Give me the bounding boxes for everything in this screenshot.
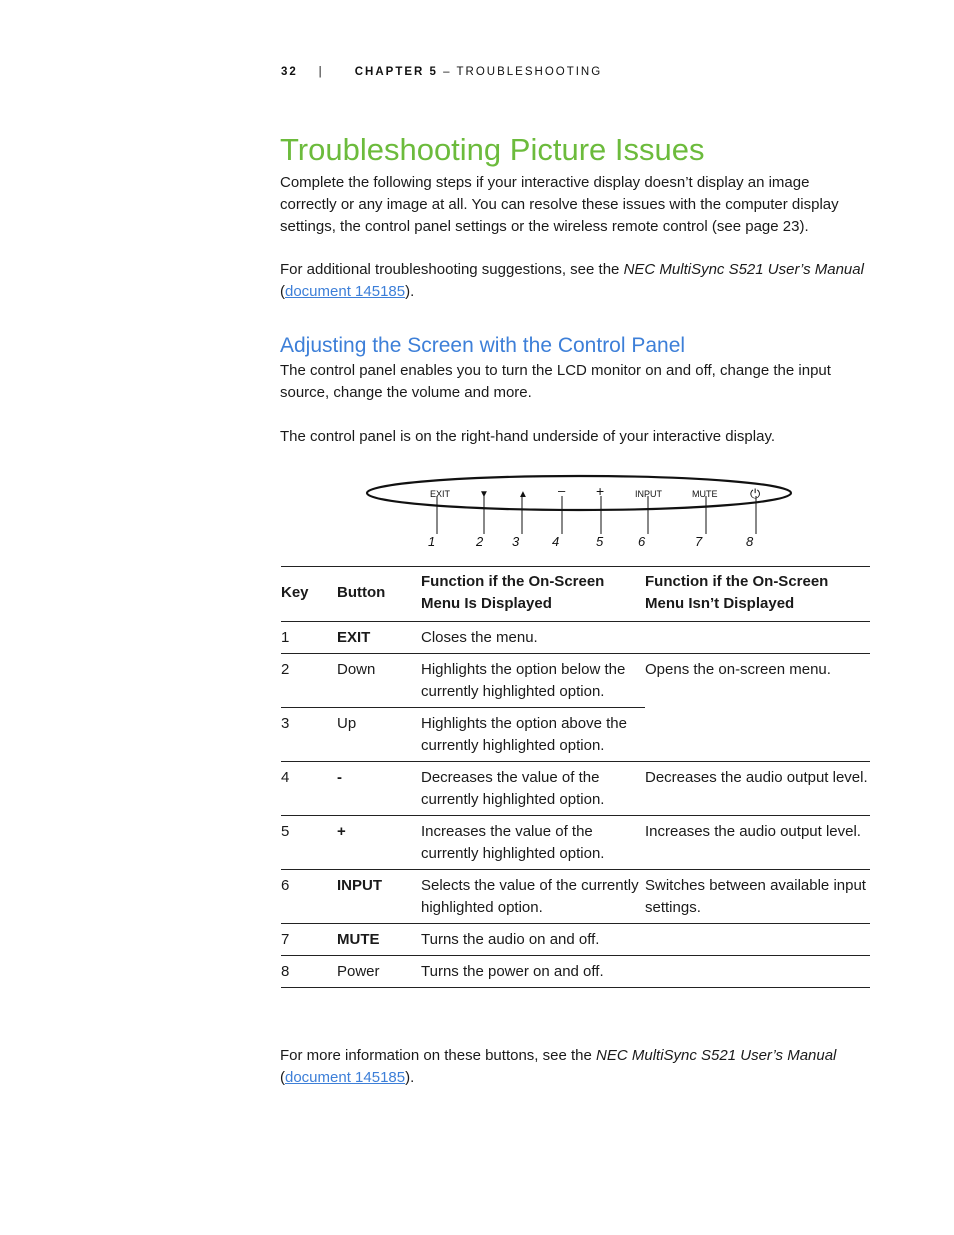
running-head <box>281 66 602 78</box>
table-row <box>281 956 870 988</box>
row-displayed: Highlights the option below the currently highlighted option. <box>421 654 645 708</box>
row-not-displayed <box>645 708 870 762</box>
chapter-title: – TROUBLESHOOTING <box>443 66 603 78</box>
row-displayed: Turns the power on and off. <box>421 956 645 988</box>
subsection-title: Adjusting the Screen with the Control Panel <box>280 334 686 357</box>
header-menu-not-displayed: Function if the On-Screen Menu Isn’t Displayed <box>645 567 870 622</box>
row-not-displayed <box>645 924 870 956</box>
manual-title: NEC MultiSync S521 User’s Manual <box>623 261 864 278</box>
control-panel-paragraph: The control panel enables you to turn the LCD monitor on and off, change the input source, change the volume and more. <box>280 362 831 401</box>
paren-close: ). <box>405 283 415 300</box>
callout-number: 2 <box>476 534 484 549</box>
input-label: INPUT <box>635 489 662 499</box>
table-header-row <box>281 567 870 622</box>
row-not-displayed: Opens the on-screen menu. <box>645 661 831 678</box>
row-button: Up <box>337 708 421 762</box>
callout-number: 3 <box>512 534 520 549</box>
callout-number: 1 <box>428 534 436 549</box>
row-key: 5 <box>281 816 337 870</box>
header-menu-displayed: Function if the On-Screen Menu Is Displayed <box>421 567 645 622</box>
down-arrow-icon: ▼ <box>479 489 489 500</box>
callout-lines <box>437 496 756 534</box>
row-key: 6 <box>281 870 337 924</box>
control-panel-location-paragraph: The control panel is on the right-hand underside of your interactive display. <box>280 428 776 445</box>
page-title: Troubleshooting Picture Issues <box>280 132 705 167</box>
row-displayed: Turns the audio on and off. <box>421 924 645 956</box>
row-button: INPUT <box>337 870 421 924</box>
row-displayed: Increases the value of the currently highlighted option. <box>421 816 645 870</box>
row-button: - <box>337 762 421 816</box>
document-link[interactable]: document 145185 <box>285 283 406 300</box>
row-key: 8 <box>281 956 337 988</box>
row-button: MUTE <box>337 924 421 956</box>
callout-number: 6 <box>638 534 646 549</box>
intro-paragraph: Complete the following steps if your interactive display doesn’t display an image correctly or any image at all. You can resolve these issues with the computer display settings, the control panel settings or the wireless remote control (see page 23). <box>280 174 839 235</box>
row-button: EXIT <box>337 622 421 654</box>
more-info-prefix: For more information on these buttons, see the <box>280 1047 597 1064</box>
row-key: 4 <box>281 762 337 816</box>
minus-icon: – <box>558 483 566 498</box>
mute-label: MUTE <box>692 489 718 499</box>
callout-number: 8 <box>746 534 754 549</box>
table-row <box>281 816 870 870</box>
row-not-displayed: Switches between available input settings. <box>645 870 870 924</box>
additional-paragraph <box>280 259 870 303</box>
row-button: + <box>337 816 421 870</box>
exit-label: EXIT <box>430 489 451 499</box>
additional-prefix: For additional troubleshooting suggestions, see the <box>280 261 624 278</box>
row-not-displayed <box>645 622 870 654</box>
row-not-displayed: Increases the audio output level. <box>645 816 870 870</box>
page-number: 32 <box>281 66 298 78</box>
row-key: 2 <box>281 654 337 708</box>
row-key: 7 <box>281 924 337 956</box>
power-icon: ⏻ <box>750 486 761 501</box>
row-not-displayed <box>645 956 870 988</box>
callout-number: 4 <box>552 534 560 549</box>
header-key: Key <box>281 567 337 622</box>
row-displayed: Decreases the value of the currently highlighted option. <box>421 762 645 816</box>
table-row <box>281 654 870 708</box>
callout-number: 5 <box>596 534 604 549</box>
chapter-label: CHAPTER 5 <box>354 66 438 78</box>
plus-icon: + <box>596 483 605 499</box>
row-key: 1 <box>281 622 337 654</box>
paren-open: ( <box>280 283 285 300</box>
header-separator: | <box>318 66 324 78</box>
callout-number: 7 <box>695 534 703 549</box>
row-button: Down <box>337 654 421 708</box>
row-button: Power <box>337 956 421 988</box>
row-not-displayed: Decreases the audio output level. <box>645 762 870 816</box>
up-arrow-icon: ▲ <box>518 489 528 500</box>
table-row <box>281 870 870 924</box>
row-displayed: Selects the value of the currently highlighted option. <box>421 870 645 924</box>
row-key: 3 <box>281 708 337 762</box>
row-displayed: Closes the menu. <box>421 622 645 654</box>
table-row <box>281 762 870 816</box>
table-row <box>281 924 870 956</box>
row-displayed: Highlights the option above the currently highlighted option. <box>421 708 645 762</box>
manual-title: NEC MultiSync S521 User’s Manual <box>596 1047 837 1064</box>
table-row <box>281 622 870 654</box>
control-panel-diagram <box>360 470 800 554</box>
paren-open: ( <box>280 1069 285 1086</box>
control-panel-table <box>281 566 870 988</box>
document-link[interactable]: document 145185 <box>285 1069 406 1086</box>
more-info-paragraph <box>280 1045 870 1089</box>
paren-close: ). <box>405 1069 415 1086</box>
header-button: Button <box>337 567 421 622</box>
table-row <box>281 708 870 762</box>
